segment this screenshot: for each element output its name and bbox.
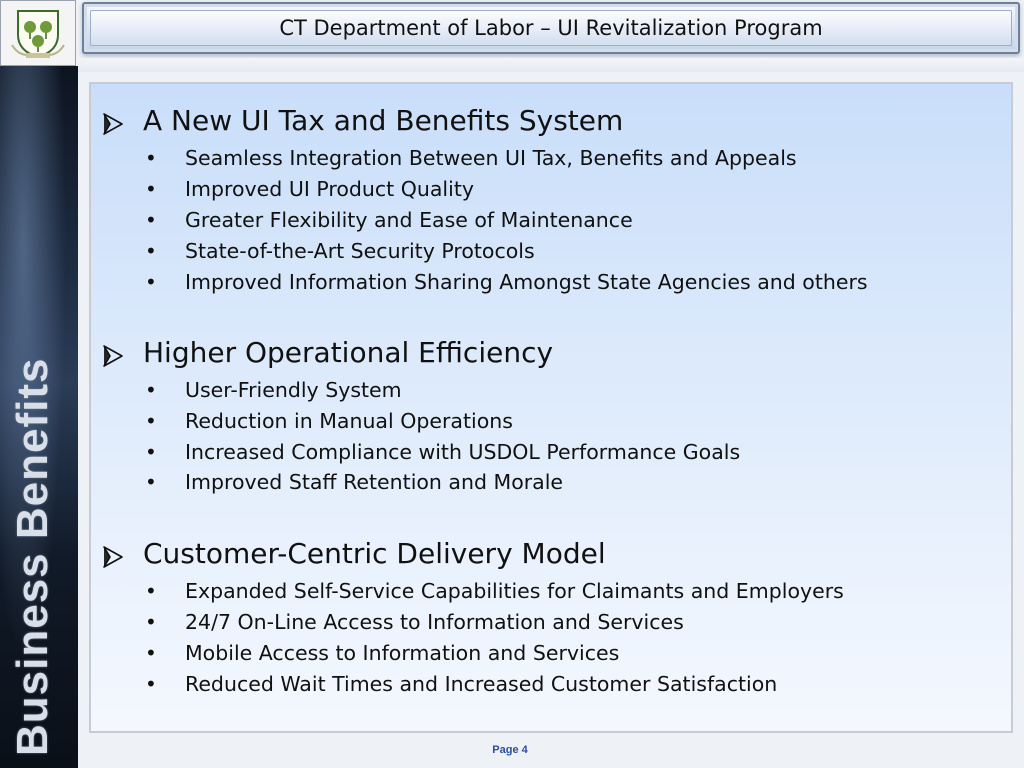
arrow-bullet-icon xyxy=(101,112,125,136)
page-title: CT Department of Labor – UI Revitalization Program xyxy=(279,16,823,40)
list-item xyxy=(91,208,991,238)
list-item-text: Reduced Wait Times and Increased Customer Satisfaction xyxy=(185,672,778,696)
bullet-dot: • xyxy=(145,146,157,170)
content-panel xyxy=(89,82,1013,733)
bullet-dot: • xyxy=(145,177,157,201)
bullet-dot: • xyxy=(145,270,157,294)
arrow-bullet-icon xyxy=(101,344,125,368)
bullet-dot: • xyxy=(145,409,157,433)
list-item-text: Improved UI Product Quality xyxy=(185,177,474,201)
section-heading-text: A New UI Tax and Benefits System xyxy=(143,104,624,137)
list-item-text: Improved Information Sharing Amongst State Agencies and others xyxy=(185,270,868,294)
bullet-dot: • xyxy=(145,239,157,263)
list-item xyxy=(91,610,991,640)
list-item xyxy=(91,146,991,176)
list-item xyxy=(91,239,991,269)
list-item xyxy=(91,641,991,671)
bullet-dot: • xyxy=(145,208,157,232)
list-item-text: Improved Staff Retention and Morale xyxy=(185,470,564,494)
list-item-text: Seamless Integration Between UI Tax, Benefits and Appeals xyxy=(185,146,797,170)
section-heading-text: Higher Operational Efficiency xyxy=(143,336,554,369)
bullet-dot: • xyxy=(145,470,157,494)
list-item xyxy=(91,579,991,609)
header-divider xyxy=(78,58,1024,72)
list-item xyxy=(91,672,991,702)
list-item-text: User-Friendly System xyxy=(185,378,402,402)
bullet-dot: • xyxy=(145,672,157,696)
page-number: Page 4 xyxy=(492,744,528,756)
list-item xyxy=(91,470,991,500)
section-heading xyxy=(91,104,991,144)
list-item xyxy=(91,177,991,207)
section-heading xyxy=(91,537,991,577)
list-item-text: Increased Compliance with USDOL Performance Goals xyxy=(185,440,741,464)
bullet-dot: • xyxy=(145,378,157,402)
sidebar-banner xyxy=(0,66,78,768)
list-item xyxy=(91,440,991,470)
sidebar-title: Business Benefits xyxy=(8,357,57,756)
list-item-text: State-of-the-Art Security Protocols xyxy=(185,239,535,263)
bullet-dot: • xyxy=(145,641,157,665)
arrow-bullet-icon xyxy=(101,545,125,569)
list-item xyxy=(91,378,991,408)
title-bar xyxy=(82,2,1020,54)
list-item-text: Reduction in Manual Operations xyxy=(185,409,513,433)
section-heading xyxy=(91,336,991,376)
list-item-text: Expanded Self-Service Capabilities for Claimants and Employers xyxy=(185,579,844,603)
list-item xyxy=(91,409,991,439)
bullet-dot: • xyxy=(145,579,157,603)
list-item xyxy=(91,270,991,300)
bullet-dot: • xyxy=(145,610,157,634)
state-seal-icon xyxy=(8,5,68,61)
list-item-text: 24/7 On-Line Access to Information and Services xyxy=(185,610,684,634)
section-heading-text: Customer-Centric Delivery Model xyxy=(143,537,606,570)
title-bar-inner xyxy=(90,10,1012,46)
state-seal-logo xyxy=(0,0,76,66)
bullet-dot: • xyxy=(145,440,157,464)
list-item-text: Greater Flexibility and Ease of Maintenance xyxy=(185,208,633,232)
list-item-text: Mobile Access to Information and Services xyxy=(185,641,620,665)
